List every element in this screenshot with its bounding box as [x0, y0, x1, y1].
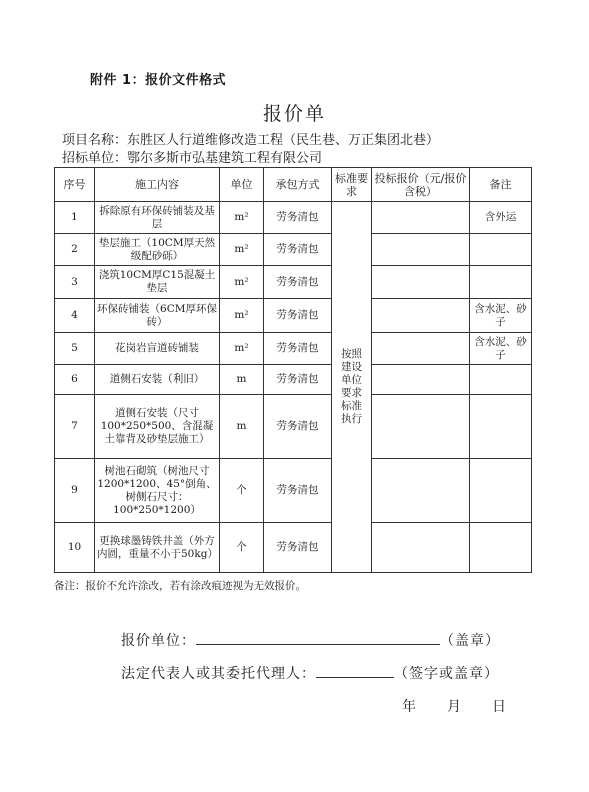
table-row — [55, 365, 532, 395]
project-name: 项目名称：东胜区人行道维修改造工程（民生巷、万正集团北巷） — [62, 133, 440, 148]
table-row — [55, 266, 532, 299]
cell-mode: 劳务清包 — [264, 523, 332, 573]
cell-unit: m² — [220, 266, 264, 299]
table-row — [55, 395, 532, 459]
quoting-unit-label: 报价单位： — [121, 633, 196, 649]
standard-merged-text: 按照建设单位要求标准执行 — [341, 348, 362, 425]
cell-content: 拆除原有环保砖铺装及基层 — [95, 202, 220, 234]
representative-label: 法定代表人或其委托代理人： — [121, 666, 316, 682]
header-price: 投标报价（元/报价含税） — [372, 168, 470, 202]
table-row — [55, 299, 532, 333]
cell-unit: 个 — [220, 459, 264, 523]
representative-seal: （签字或盖章） — [394, 666, 499, 682]
cell-unit: m² — [220, 299, 264, 333]
cell-mode: 劳务清包 — [264, 395, 332, 459]
quoting-unit-blank[interactable] — [196, 630, 440, 645]
header-content: 施工内容 — [95, 168, 220, 202]
table-row — [55, 459, 532, 523]
price-input-cell[interactable] — [372, 266, 470, 299]
date-day: 日 — [492, 699, 507, 715]
cell-unit: m — [220, 365, 264, 395]
header-mode: 承包方式 — [264, 168, 332, 202]
header-remark: 备注 — [470, 168, 532, 202]
cell-mode: 劳务清包 — [264, 202, 332, 234]
price-input-cell[interactable] — [372, 299, 470, 333]
cell-seq: 3 — [55, 266, 95, 299]
price-input-cell[interactable] — [372, 395, 470, 459]
quoting-unit-line — [121, 630, 500, 650]
table-row — [55, 333, 532, 365]
cell-seq: 7 — [55, 395, 95, 459]
cell-content: 树池石砌筑（树池尺寸1200*1200、45°倒角、树侧石尺寸：100*250*1200） — [95, 459, 220, 523]
cell-content: 更换球墨铸铁井盖（外方内圆，重量不小于50kg） — [95, 523, 220, 573]
document-title: 报价单 — [262, 103, 326, 125]
table-row — [55, 523, 532, 573]
header-unit: 单位 — [220, 168, 264, 202]
date-year: 年 — [402, 699, 417, 715]
cell-remark: 含水泥、砂子 — [470, 299, 532, 333]
table-row — [55, 202, 532, 234]
cell-remark — [470, 234, 532, 266]
header-seq: 序号 — [55, 168, 95, 202]
cell-mode: 劳务清包 — [264, 234, 332, 266]
cell-remark — [470, 365, 532, 395]
cell-remark — [470, 523, 532, 573]
cell-remark — [470, 459, 532, 523]
cell-remark: 含水泥、砂子 — [470, 333, 532, 365]
cell-remark — [470, 266, 532, 299]
cell-mode: 劳务清包 — [264, 459, 332, 523]
cell-seq: 1 — [55, 202, 95, 234]
price-input-cell[interactable] — [372, 459, 470, 523]
tendering-unit: 招标单位：鄂尔多斯市弘基建筑工程有限公司 — [62, 151, 323, 166]
cell-content: 道侧石安装（尺寸100*250*500、含混凝土靠背及砂垫层施工） — [95, 395, 220, 459]
cell-unit: m² — [220, 333, 264, 365]
price-input-cell[interactable] — [372, 333, 470, 365]
cell-seq: 2 — [55, 234, 95, 266]
cell-remark: 含外运 — [470, 202, 532, 234]
cell-mode: 劳务清包 — [264, 299, 332, 333]
standard-merged-cell — [332, 202, 372, 573]
cell-mode: 劳务清包 — [264, 266, 332, 299]
cell-mode: 劳务清包 — [264, 333, 332, 365]
representative-line — [121, 663, 499, 683]
note-text: 备注：报价不允许涂改，若有涂改痕迹视为无效报价。 — [54, 580, 306, 592]
cell-unit: m — [220, 395, 264, 459]
cell-content: 花岗岩盲道砖铺装 — [95, 333, 220, 365]
representative-blank[interactable] — [316, 663, 394, 678]
quoting-unit-seal: （盖章） — [440, 633, 500, 649]
attachment-label: 附件 1：报价文件格式 — [90, 73, 227, 88]
date-line — [402, 696, 507, 716]
cell-content: 道侧石安装（利旧） — [95, 365, 220, 395]
cell-seq: 6 — [55, 365, 95, 395]
price-input-cell[interactable] — [372, 365, 470, 395]
cell-unit: 个 — [220, 523, 264, 573]
header-standard: 标准要求 — [332, 168, 372, 202]
cell-content: 浇筑10CM厚C15混凝土垫层 — [95, 266, 220, 299]
cell-seq: 4 — [55, 299, 95, 333]
quotation-table — [54, 167, 532, 573]
cell-seq: 5 — [55, 333, 95, 365]
date-month: 月 — [447, 699, 462, 715]
cell-seq: 10 — [55, 523, 95, 573]
price-input-cell[interactable] — [372, 202, 470, 234]
table-row — [55, 234, 532, 266]
price-input-cell[interactable] — [372, 523, 470, 573]
cell-remark — [470, 395, 532, 459]
cell-content: 垫层施工（10CM厚天然级配砂砾） — [95, 234, 220, 266]
cell-unit: m² — [220, 202, 264, 234]
cell-unit: m² — [220, 234, 264, 266]
price-input-cell[interactable] — [372, 234, 470, 266]
header-row — [55, 168, 532, 202]
cell-content: 环保砖铺装（6CM厚环保砖） — [95, 299, 220, 333]
cell-seq: 9 — [55, 459, 95, 523]
cell-mode: 劳务清包 — [264, 365, 332, 395]
